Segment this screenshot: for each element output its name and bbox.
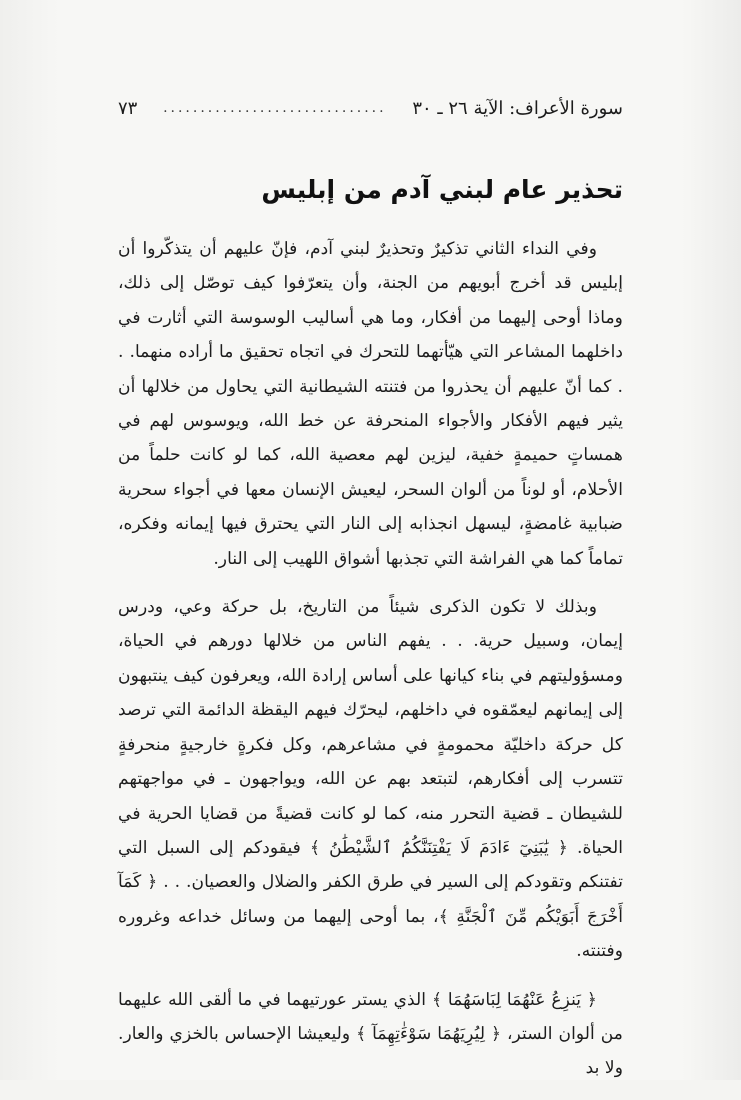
- paragraph-3: ﴿ يَنزِعُ عَنْهُمَا لِبَاسَهُمَا ﴾ الذي يستر عورتيهما في ما ألقى الله عليهما من ألوان الستر، ﴿ لِيُرِيَهُمَا سَوْءَٰتِهِمَآ ﴾ وليعيشا الإحساس بالخزي والعار. ولا بد: [118, 989, 623, 1079]
- running-header: [118, 94, 623, 122]
- paragraph-1: وفي النداء الثاني تذكيرٌ وتحذيرٌ لبني آدم، فإنّ عليهم أن يتذكّروا أن إبليس قد أخرج أبويهم من الجنة، وأن يتعرّفوا كيف توصّل إلى ذلك، وماذا أوحى إليهما من أفكار، وما هي أساليب الوسوسة التي أثارت في داخلهما المشاعر التي هيّأتهما للتحرك في اتجاه تحقيق ما أراده منهما. . . كما أنّ عليهم أن يحذروا من فتنته الشيطانية التي يحاول من خلالها أن يثير فيهم الأفكار والأجواء المنحرفة عن خط الله، ويوسوس لهم في همساتٍ حميمةٍ خفية، ليزين لهم معصية الله، كما لو كانت حلماً من الأحلام، أو لوناً من ألوان السحر، ليعيش الإنسان معها في أجواء سحرية ضبابية غامضةٍ، ليسهل انجذابه إلى النار التي يحترق فيها إيمانه وفكره، تماماً كما هي الفراشة التي تجذبها أشواق اللهيب إلى النار.: [118, 239, 623, 569]
- surah-verse-reference: سورة الأعراف: الآية ٢٦ ـ ٣٠: [412, 97, 623, 119]
- page-number: ٧٣: [118, 97, 138, 119]
- section-title: تحذير عام لبني آدم من إبليس: [261, 175, 623, 204]
- page-body: [118, 170, 623, 1100]
- paragraph-2: وبذلك لا تكون الذكرى شيئاً من التاريخ، بل حركة وعي، ودرس إيمان، وسبيل حرية. . . يفهم الناس من خلالها دورهم في الحياة، ومسؤوليتهم في بناء كيانها على أساس إرادة الله، ويعرفون كيف ينتبهون إلى إيمانهم ليعمّقوه في داخلهم، ليحرّك فيهم اليقظة الدائمة التي ترصد كل حركة داخليّة محمومةٍ في مشاعرهم، وكل فكرةٍ خارجيةٍ منحرفةٍ تتسرب إلى أفكارهم، لتبتعد بهم عن الله، ويواجهون ـ في مواجهتهم للشيطان ـ قضية التحرر منه، كما لو كانت قضيةً من قضايا الحرية في الحياة. ﴿ يَٰبَنِيٓ ءَادَمَ لَا يَفْتِنَنَّكُمُ ٱلشَّيْطَٰنُ ﴾ فيقودكم إلى السبل التي تفتنكم وتقودكم إلى السير في طرق الكفر والضلال والعصيان. . . ﴿ كَمَآ أَخْرَجَ أَبَوَيْكُم مِّنَ ٱلْجَنَّةِ ﴾، بما أوحى إليهما من وسائل خداعه وغروره وفتنته.: [118, 597, 623, 962]
- leader-dots: ..............................: [163, 100, 387, 116]
